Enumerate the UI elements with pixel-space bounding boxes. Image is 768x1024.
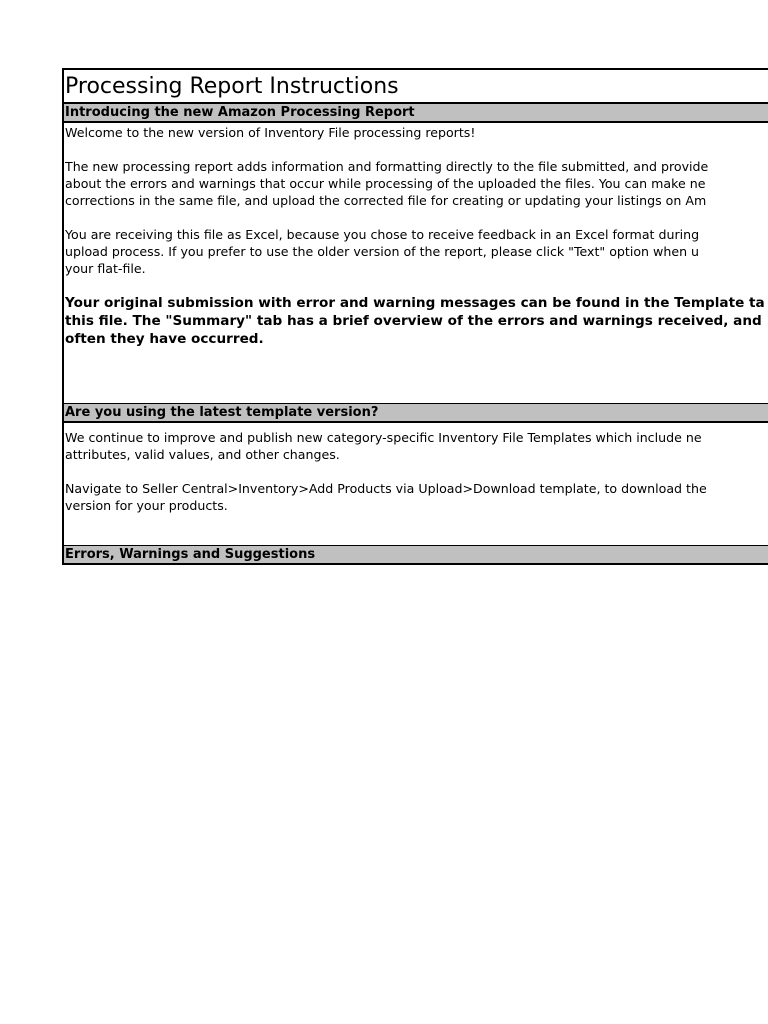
paragraph-line: often they have occurred.	[65, 331, 264, 347]
paragraph-line: upload process. If you prefer to use the older version of the report, please click "Text" option when u	[65, 244, 700, 259]
page-title: Processing Report Instructions	[64, 70, 768, 103]
paragraph-line: corrections in the same file, and upload the corrected file for creating or updating your listings on Am	[65, 193, 707, 208]
paragraph-line: We continue to improve and publish new category-specific Inventory File Templates which include ne	[65, 430, 702, 445]
paragraph-line: Your original submission with error and warning messages can be found in the Template ta	[65, 295, 765, 311]
section-body-latest-template	[64, 423, 768, 545]
section-header-errors-warnings: Errors, Warnings and Suggestions	[64, 545, 768, 565]
section-body-introducing	[64, 123, 768, 403]
paragraph-line: this file. The "Summary" tab has a brief overview of the errors and warnings received, and	[65, 313, 762, 329]
paragraph-line: your flat-file.	[65, 261, 146, 276]
instructions-sheet	[62, 68, 768, 565]
section-header-introducing: Introducing the new Amazon Processing Report	[64, 103, 768, 123]
template-tab-note	[65, 294, 768, 348]
paragraph-line: about the errors and warnings that occur while processing of the uploaded the files. You can make ne	[65, 176, 706, 191]
section-header-latest-template: Are you using the latest template version?	[64, 403, 768, 423]
paragraph-line: You are receiving this file as Excel, because you chose to receive feedback in an Excel format during	[65, 227, 700, 242]
paragraph-line: version for your products.	[65, 498, 228, 513]
paragraph-line: Navigate to Seller Central>Inventory>Add Products via Upload>Download template, to download the	[65, 481, 707, 496]
welcome-line: Welcome to the new version of Inventory File processing reports!	[65, 125, 476, 140]
paragraph-line: attributes, valid values, and other changes.	[65, 447, 340, 462]
paragraph-line: The new processing report adds information and formatting directly to the file submitted, and provide	[65, 159, 709, 174]
